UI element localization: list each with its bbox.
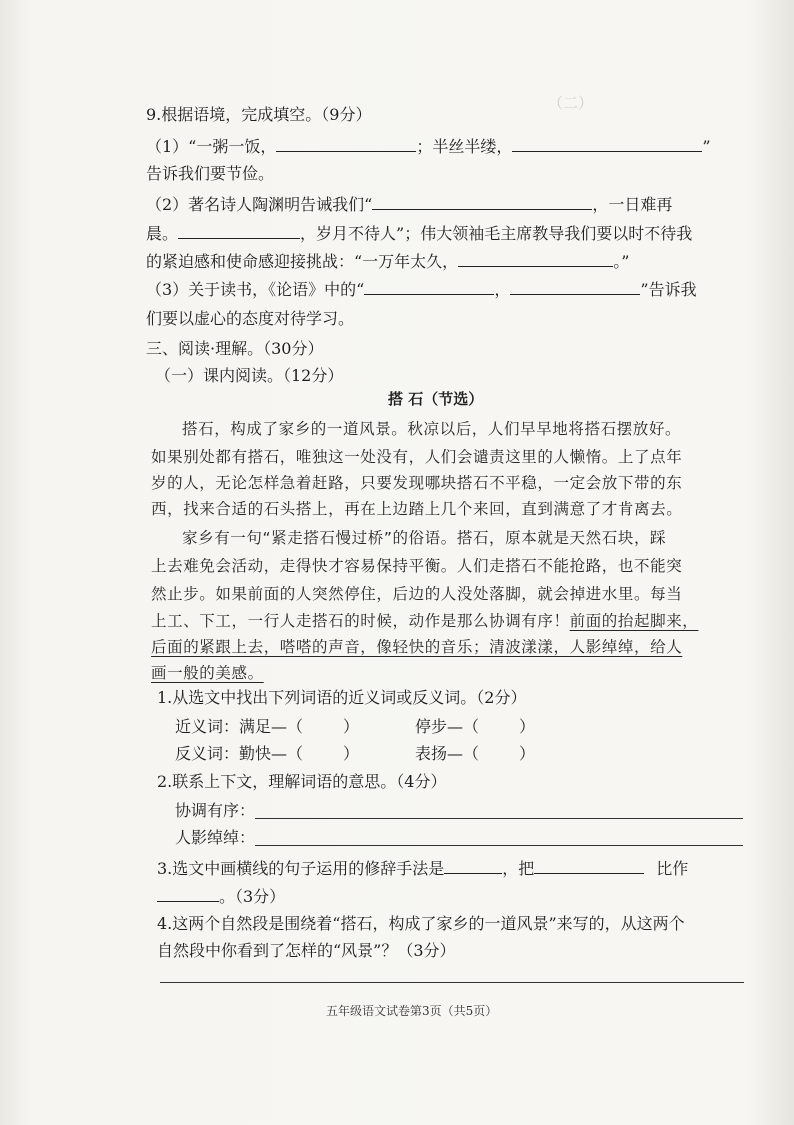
q2-answer-line-a[interactable] bbox=[255, 818, 743, 819]
passage-p2-line-6: 画一般的美感。 bbox=[151, 664, 264, 682]
passage-p2-line-3: 然止步。如果前面的人突然停住，后边的人没处落脚，就会掉进水里。每当 bbox=[151, 585, 683, 603]
q9-blank-5[interactable] bbox=[458, 250, 613, 267]
q9-title: 9.根据语境，完成填空。（9分） bbox=[146, 105, 372, 124]
q9-blank-1[interactable] bbox=[276, 135, 416, 152]
passage-p2-line-5: 后面的紧跟上去，嗒嗒的声音，像轻快的音乐；清波漾漾，人影绰绰，给人 bbox=[151, 638, 683, 656]
bleed-through-text: （二） bbox=[548, 94, 594, 112]
q9-line-5: 的紧迫感和使命感迎接挑战：“一万年太久， 。” bbox=[146, 252, 630, 271]
q9-line-6: （3）关于读书，《论语》中的“ ， ”告诉我 bbox=[146, 280, 697, 299]
q9-line-2: 告诉我们要节俭。 bbox=[146, 164, 275, 183]
q3-line-1: 3.选文中画横线的句子运用的修辞手法是 ，把 比作 bbox=[157, 859, 689, 878]
q3-line-2: 。（3分） bbox=[157, 885, 285, 908]
passage-p1-line-3: 岁的人，无论怎样急着赶路，只要发现哪块搭石不平稳，一定会放下带的东 bbox=[151, 474, 683, 492]
q9-line-3: （2）著名诗人陶渊明告诫我们“ ，一日难再 bbox=[146, 195, 673, 214]
q9-line-1: （1）“一粥一饭， ；半丝半缕， ” bbox=[146, 137, 711, 156]
page-footer: 五年级语文试卷第3页（共5页） bbox=[326, 1004, 498, 1018]
q1-synonym-row: 近义词：满足—（ ） 停步—（ ） bbox=[175, 717, 536, 736]
q4-line-1: 4.这两个自然段是围绕着“搭石，构成了家乡的一道风景”来写的，从这两个 bbox=[157, 914, 685, 933]
section3-sub-title: （一）课内阅读。（12分） bbox=[155, 366, 344, 385]
underlined-sentence: 前面的抬起脚来， bbox=[569, 612, 699, 630]
passage-title: 搭 石（节选） bbox=[388, 390, 484, 408]
q9-blank-7[interactable] bbox=[510, 278, 640, 295]
passage-p1-line-1: 搭石，构成了家乡的一道风景。秋凉以后，人们早早地将搭石摆放好。 bbox=[182, 420, 682, 438]
q3-blank-2[interactable] bbox=[534, 857, 644, 874]
q1-title: 1.从选文中找出下列词语的近义词或反义词。（2分） bbox=[157, 688, 527, 707]
passage-p2-line-2: 上去难免会活动，走得快才容易保持平衡。人们走搭石不能抢路，也不能突 bbox=[151, 557, 683, 575]
passage-p2-line-4: 上工、下工，一行人走搭石的时候，动作是那么协调有序！前面的抬起脚来， bbox=[151, 612, 699, 630]
q9-line-7: 们要以虚心的态度对待学习。 bbox=[146, 309, 355, 328]
q4-line-2: 自然段中你看到了怎样的“风景”？（3分） bbox=[157, 941, 456, 960]
q9-blank-6[interactable] bbox=[364, 278, 494, 295]
q9-blank-3[interactable] bbox=[372, 193, 592, 210]
q9-blank-4[interactable] bbox=[178, 222, 300, 239]
q9-line-4: 晨。 ，岁月不待人”；伟大领袖毛主席教导我们要以时不待我 bbox=[146, 224, 693, 243]
q1-antonym-row: 反义词：勤快—（ ） 表扬—（ ） bbox=[175, 744, 536, 763]
q2-item-a-label: 协调有序： bbox=[175, 801, 256, 820]
passage-p2-line-1: 家乡有一句“紧走搭石慢过桥”的俗语。搭石，原本就是天然石块，踩 bbox=[182, 529, 667, 547]
q4-answer-line[interactable] bbox=[160, 982, 744, 983]
passage-p1-line-4: 西，找来合适的石头搭上，再在上边踏上几个来回，直到满意了才肯离去。 bbox=[151, 500, 683, 518]
passage-p1-line-2: 如果别处都有搭石，唯独这一处没有，人们会谴责这里的人懒惰。上了点年 bbox=[151, 448, 683, 466]
section3-title: 三、阅读·理解。（30分） bbox=[146, 339, 324, 358]
q3-blank-1[interactable] bbox=[444, 857, 502, 874]
q3-blank-3[interactable] bbox=[157, 885, 219, 902]
q2-answer-line-b[interactable] bbox=[255, 845, 743, 846]
q9-blank-2[interactable] bbox=[512, 135, 702, 152]
q2-item-b-label: 人影绰绰： bbox=[175, 828, 256, 847]
q2-title: 2.联系上下文，理解词语的意思。（4分） bbox=[157, 772, 447, 791]
